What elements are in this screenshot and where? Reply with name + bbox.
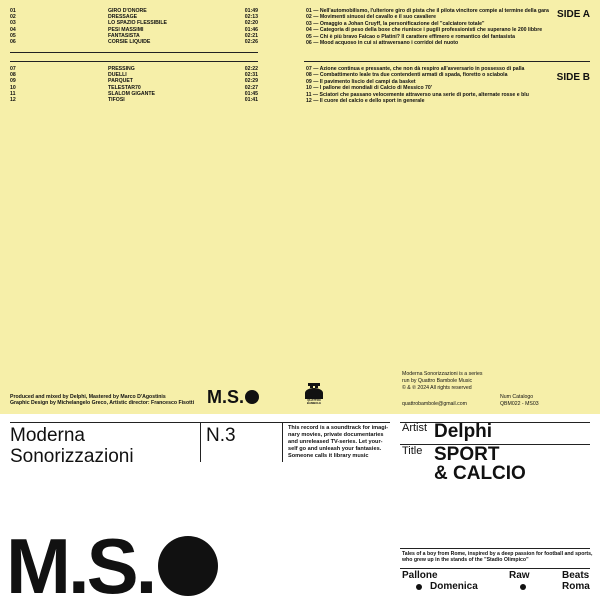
track-time: 02:21 <box>244 32 258 39</box>
quattro-bambole-logo <box>303 382 325 406</box>
about-line: Someone calls it library music <box>288 453 369 459</box>
track-num: 02 <box>10 14 16 21</box>
mso-logo-small <box>207 388 259 406</box>
series-title-line-2: Sonorizzazioni <box>10 446 134 467</box>
track-num: 11 <box>10 90 16 97</box>
track-title: PRESSING <box>108 66 135 72</box>
track-time: 02:13 <box>244 14 258 21</box>
divider <box>304 61 590 62</box>
side-a-label: SIDE A <box>557 9 590 20</box>
track-description: 11 — Sciatori che passano velocemente attraverso una serie di porte, alternate rosse e blu <box>306 91 529 98</box>
vertical-divider <box>282 422 283 462</box>
track-num: 06 <box>10 39 16 45</box>
about-line: nary movies, private documentaries <box>288 432 384 438</box>
track-title: FANTASISTA <box>108 32 140 39</box>
track-num: 03 <box>10 20 16 27</box>
tag-domenica: Domenica <box>430 581 478 592</box>
track-description: 09 — Il pavimento liscio del campi da basket <box>306 78 416 85</box>
track-title: LO SPAZIO FLESSIBILE <box>108 20 167 27</box>
series-title-line-1: Moderna <box>10 425 85 446</box>
tagline-line-2: who grew up in the stands of the "Stadio Olimpico" <box>402 557 529 563</box>
vertical-divider <box>200 422 201 462</box>
track-time: 02:31 <box>244 72 258 79</box>
series-title <box>10 425 134 467</box>
track-row <box>10 97 258 103</box>
track-description: 12 — Il cuore del calcio e dello sport in generale <box>306 98 425 104</box>
mso-logo-large-text: M.S. <box>6 522 155 610</box>
contact-email: quattrobambole@gmail.com <box>402 401 467 407</box>
track-description: 03 — Omaggio a Johan Cruyff, la personificazione del "calciatore totale" <box>306 20 485 27</box>
bullet-dot-icon <box>520 584 526 590</box>
track-num: 08 <box>10 72 16 79</box>
catalog-label: Num Catalogo <box>500 394 534 400</box>
track-time: 01:41 <box>244 97 258 103</box>
title-label: Title <box>402 445 423 457</box>
track-time: 02:20 <box>244 20 258 27</box>
front-strip <box>0 414 600 610</box>
album-title <box>434 445 526 483</box>
track-num: 07 <box>10 66 16 72</box>
mso-logo-text: M.S. <box>207 387 245 407</box>
track-description: 01 — Nell'automobilismo, l'ulteriore giro di pista che il pilota vincitore compie al termine della gara <box>306 8 549 14</box>
about-line: This record is a soundtrack for imagi- <box>288 425 389 431</box>
track-title: PARQUET <box>108 78 133 85</box>
tag-roma: Roma <box>562 581 590 592</box>
divider <box>400 422 590 423</box>
track-title: GIRO D'ONORE <box>108 8 147 14</box>
about-text <box>288 425 388 460</box>
series-info-line-1: Moderna Sonorizzazioni is a series <box>402 371 483 377</box>
track-title: TIFOSI <box>108 97 125 103</box>
track-description: 06 — Mood acquoso in cui si attraversano i corridoi del nuoto <box>306 40 459 46</box>
divider <box>10 52 258 53</box>
track-description: 02 — Movimenti sinuosi del cavallo e il suo cavaliere <box>306 14 437 21</box>
track-description: 10 — I pallone dei mondiali di Calcio di Messico 70' <box>306 85 433 92</box>
tag-raw: Raw <box>509 570 530 581</box>
track-description: 07 — Azione continua e pressante, che non dà respiro all'avversario in possesso di palla <box>306 66 525 72</box>
track-title: PESI MASSIMI <box>108 26 144 33</box>
album-title-line-1: SPORT <box>434 444 500 465</box>
track-num: 05 <box>10 32 16 39</box>
track-time: 02:22 <box>244 66 258 72</box>
tag-pallone: Pallone <box>402 570 438 581</box>
divider <box>400 568 590 569</box>
circle-dot-icon <box>245 390 259 404</box>
divider <box>400 548 590 549</box>
album-title-line-2: & CALCIO <box>434 463 526 484</box>
series-info-line-2: run by Quattro Bambole Music <box>402 378 473 384</box>
track-row <box>10 39 258 45</box>
mso-logo-large <box>6 522 218 610</box>
track-num: 04 <box>10 26 16 33</box>
tag-beats: Beats <box>562 570 590 581</box>
about-line: and unreleased TV-series. Let your- <box>288 439 383 445</box>
record-number: N.3 <box>206 425 236 446</box>
track-time: 01:49 <box>244 8 258 14</box>
track-num: 12 <box>10 97 16 103</box>
track-time: 02:27 <box>244 84 258 91</box>
circle-dot-icon <box>158 536 218 596</box>
track-time: 02:26 <box>244 39 258 45</box>
track-time: 02:29 <box>244 78 258 85</box>
track-title: CORSIE LIQUIDE <box>108 39 151 45</box>
credits-line-1: Produced and mixed by Delphi, Mastered by Marco D'Agostinis <box>10 394 166 400</box>
track-title: TELESTAR70 <box>108 84 141 91</box>
track-num: 09 <box>10 78 16 85</box>
track-num: 01 <box>10 8 16 14</box>
track-title: DUELLI <box>108 72 127 79</box>
side-b-label: SIDE B <box>556 72 590 83</box>
track-num: 10 <box>10 84 16 91</box>
track-description: 08 — Combattimento leale tra due contendenti armati di spada, fioretto o sciabola <box>306 72 508 79</box>
bullet-dot-icon <box>416 584 422 590</box>
artist-label: Artist <box>402 422 428 434</box>
about-line: self go and unleash your fantasies. <box>288 446 382 452</box>
track-title: SLALOM GIGANTE <box>108 90 155 97</box>
credits-line-2: Graphic Design by Michelangelo Greco, Artistic director: Francesco Fisotti <box>10 400 195 406</box>
track-description: 04 — Categoria di peso della boxe che riunisce i pugili professionisti che superano le 200 libbre <box>306 27 543 34</box>
artist-name: Delphi <box>434 421 493 442</box>
track-title: DRESSAGE <box>108 14 138 21</box>
tagline-line-1: Tales of a boy from Rome, inspired by a deep passion for football and sports, <box>402 551 593 557</box>
series-info-line-3: © & ℗ 2024 All rights reserved <box>402 385 472 391</box>
divider <box>10 61 258 62</box>
catalog-value: QBM022 - MS03 <box>500 401 539 407</box>
track-time: 01:45 <box>244 90 258 97</box>
track-description: 05 — Chi è più bravo Falcao o Platini? Il carattere effimero e romantico del fantasista <box>306 33 515 40</box>
track-time: 01:46 <box>244 26 258 33</box>
label-badge-text: QUATTRO BAMBOLE <box>306 398 322 405</box>
